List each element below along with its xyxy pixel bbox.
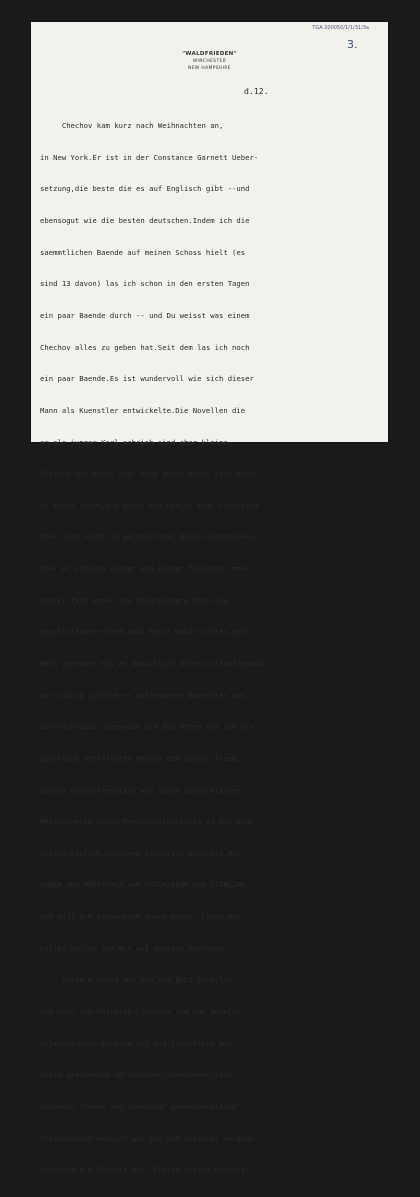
text-line: Aber er schrieb weiter und weiter,forschte immer (40, 564, 250, 574)
letterhead-state: NEW HAMPSHIRE (188, 66, 231, 71)
text-line: aber auch nicht in gelungenster Weise ausdruecken. (40, 532, 259, 542)
letter-page (31, 22, 388, 1175)
text-line: Chechov alles zu geben hat.Seit dem las ich noch (40, 342, 250, 352)
text-line: Gestern abend vor ich ins Bett ging,las (40, 975, 233, 985)
text-line: ebensogut wie die besten deutschen.Indem ich die (40, 216, 250, 226)
text-line: die Technique unbewusst wie das Atmen war,und als (40, 722, 254, 732)
text-line: Skitzen die nicht sehr tief gehen,nicht sehr viel (40, 469, 254, 479)
text-line: Silesius,als Christe,der "Cherubinische Wanders- (40, 1165, 250, 1175)
text-line: geschliffenere Form,sein Geist wurde reifer,sein (40, 627, 250, 637)
text-line: setzung,die beste die es auf Englisch gibt --und (40, 184, 250, 194)
text-line: Meisterwerke.Ganze Menschenschicksale in ein paar (40, 817, 254, 827)
text-line: er als junger Kerl schrieb sind eher kleine (40, 437, 228, 447)
text-line: ein paar Baende durch -- und Du weisst was einem (40, 310, 250, 320)
text-line: Ich will die schoensten davon wieder lesen,mit (40, 912, 241, 922)
archive-reference: TGA 200050/1/1/31/3a (312, 25, 369, 31)
text-line: ich noch aus Matthias Claudius und aus Angelus (40, 1007, 241, 1017)
page-number: 3. (347, 38, 358, 51)
text-line: in New York.Er ist in der Constance Garnett Ueber- (40, 152, 259, 162)
text-line: goettlich entfalteter Mensch dem nichts fremd, (40, 753, 241, 763)
text-line: war:und da schrieb er vollendeter Kuenstler dem (40, 690, 246, 700)
text-line: zu sagen haben,und sogar das wenige zwar fliessend (40, 500, 259, 510)
text-line: Dir.Du sollst sie mir auf deutsch vorlesen. (40, 943, 228, 953)
text-line: Herz groesser bis es menschlich direkt allumfassend (40, 658, 263, 668)
text-line: einander fremde und scheinbar unversoehnliche (40, 1101, 237, 1111)
letterhead-name: "WALDFRIEDEN" (182, 51, 237, 57)
letterhead (31, 51, 388, 72)
text-line: viele grenzenlos verschieden-scheinende,sich (40, 1070, 233, 1080)
text-line: sind 13 davon) las ich schon in den ersten Tagen (40, 279, 250, 289)
letter-body (40, 100, 385, 1197)
text-line: saemmtlichen Baende auf meinen Schoss hielt (es (40, 247, 246, 257)
text-line: Silesius.Doch merkwuerdig und troestlich wie (40, 1038, 233, 1048)
text-line: Seiten,einfach,ruehrend,plastisch,maechtig.Wie (40, 848, 241, 858)
text-line: Mann als Kuenstler entwickelte.Die Novellen die (40, 405, 246, 415)
letter-date: d.12. (244, 86, 269, 96)
letterhead-town: WINCHESTER (192, 59, 227, 64)
text-line: Chechov kam kurz nach Weihnachten an, (40, 121, 224, 131)
text-line: VANKA und VEROTCHKA und OSTERABEND und LIEBLING. (40, 880, 250, 890)
text-line: tiefer,fand immer das bildreichere Wort,die (40, 595, 228, 605)
text-line: Philosophien endlich auf ein und dasselbe ausgehn. (40, 1133, 259, 1143)
text-line: nichts unverstaendlich war,seine unsterblichen (40, 785, 241, 795)
text-line: ein paar Baende.Es ist wundervoll wie sich dieser (40, 374, 254, 384)
